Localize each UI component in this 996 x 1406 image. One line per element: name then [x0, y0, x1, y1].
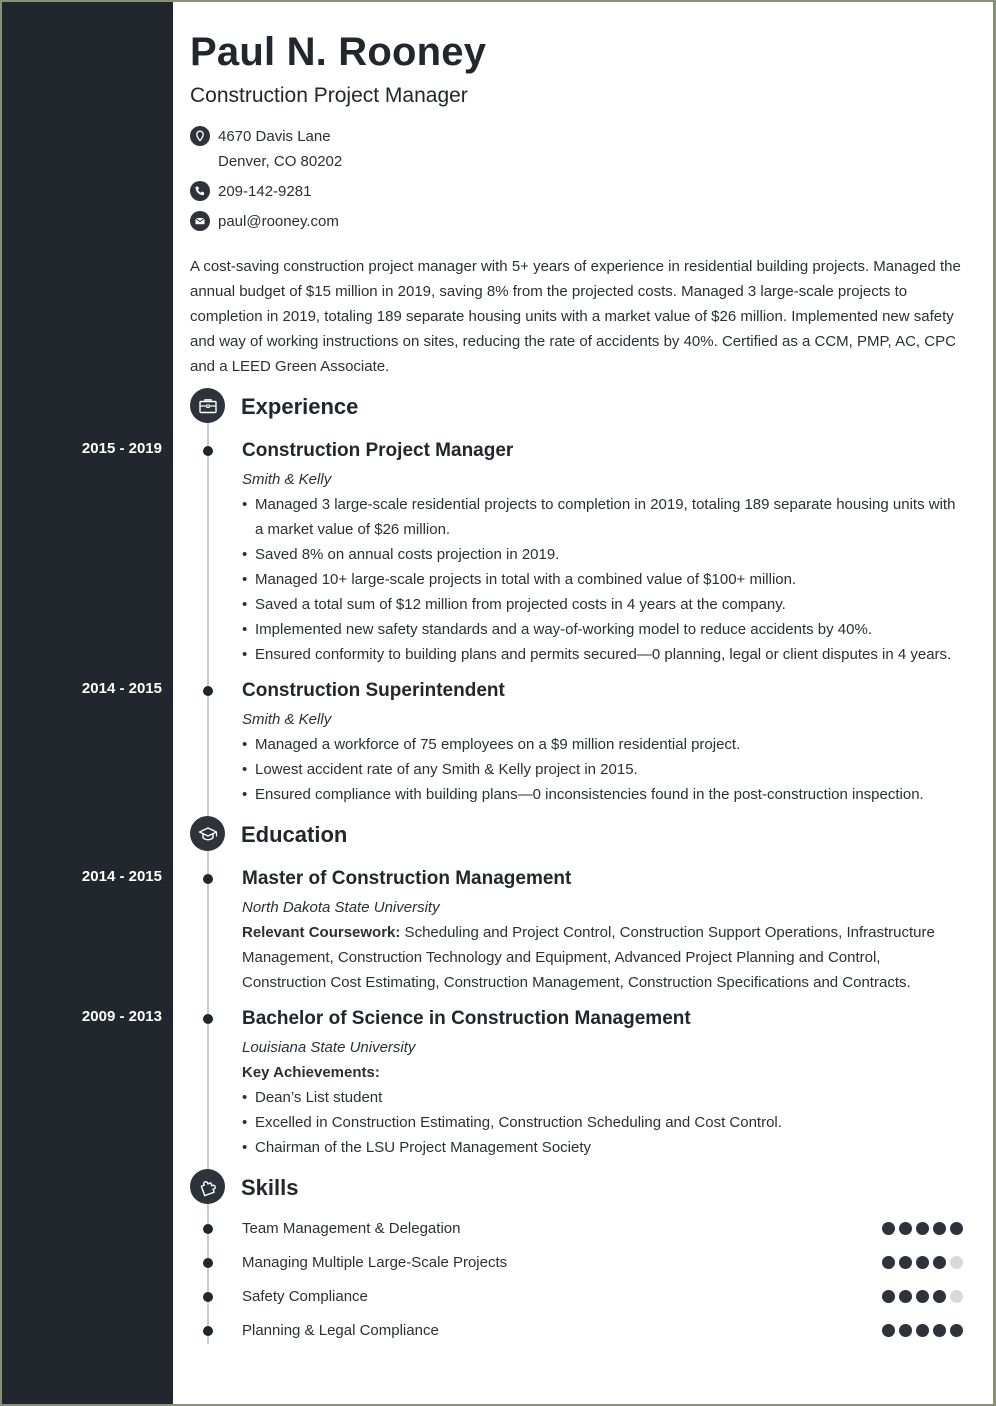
skill-4-name: Planning & Legal Compliance — [242, 1322, 439, 1339]
list-item: • Implemented new safety standards and a way-of-working model to reduce accidents by 40%. — [242, 617, 967, 642]
job-1-dates: 2015 - 2019 — [81, 440, 162, 457]
email-address[interactable]: paul@rooney.com — [218, 213, 339, 230]
list-item: • Managed a workforce of 75 employees on a $9 million residential project. — [242, 732, 967, 757]
list-item: • Ensured compliance with building plans—0 inconsistencies found in the post-construction inspection. — [242, 782, 967, 807]
education-heading: Education — [241, 822, 348, 847]
list-item: • Managed 10+ large-scale projects in total with a combined value of $100+ million. — [242, 567, 967, 592]
edu-1-degree: Master of Construction Management — [242, 868, 572, 889]
list-item: • Managed 3 large-scale residential projects to completion in 2019, totaling 189 separate housing units with a market value of $26 million. — [242, 492, 967, 542]
edu-1-dates: 2014 - 2015 — [81, 868, 162, 885]
address-line-2: Denver, CO 80202 — [218, 153, 343, 170]
skill-3-name: Safety Compliance — [242, 1288, 368, 1305]
edu-2-school: Louisiana State University — [242, 1039, 416, 1056]
list-item: • Chairman of the LSU Project Management Society — [242, 1135, 967, 1160]
job-1-title: Construction Project Manager — [242, 440, 514, 461]
phone-number[interactable]: 209-142-9281 — [218, 183, 312, 200]
candidate-name: Paul N. Rooney — [190, 30, 487, 74]
skill-2-name: Managing Multiple Large-Scale Projects — [242, 1254, 508, 1271]
list-item: • Ensured conformity to building plans and permits secured—0 planning, legal or client disputes in 4 years. — [242, 642, 967, 667]
edu-2-dates: 2009 - 2013 — [81, 1008, 162, 1025]
job-2-company: Smith & Kelly — [242, 711, 332, 728]
job-1-company: Smith & Kelly — [242, 471, 332, 488]
profile-summary: A cost-saving construction project manager with 5+ years of experience in residential building projects. Managed the annual budget of $15 million in 2019, saving 8% from the projected costs. Managed 3 large-scale projects to completion in 2019, totaling 189 separate housing units with a market value of $26 million. Implemented new safety and way of working instructions on sites, reducing the rate of accidents by 40%. Certified as a CCM, PMP, AC, CPC and a LEED Green Associate. — [190, 258, 961, 375]
skill-1-name: Team Management & Delegation — [242, 1220, 461, 1237]
candidate-title: Construction Project Manager — [190, 84, 468, 107]
skills-heading: Skills — [241, 1175, 299, 1200]
list-item: • Lowest accident rate of any Smith & Kelly project in 2015. — [242, 757, 967, 782]
job-2-title: Construction Superintendent — [242, 680, 505, 701]
list-item: • Excelled in Construction Estimating, Construction Scheduling and Cost Control. — [242, 1110, 967, 1135]
edu-2-achievements-label: Key Achievements: — [242, 1064, 380, 1081]
address-line-1: 4670 Davis Lane — [218, 128, 331, 145]
edu-1-school: North Dakota State University — [242, 899, 440, 916]
list-item: • Dean’s List student — [242, 1085, 967, 1110]
edu-2-degree: Bachelor of Science in Construction Management — [242, 1008, 691, 1029]
list-item: • Saved 8% on annual costs projection in 2019. — [242, 542, 967, 567]
job-2-dates: 2014 - 2015 — [81, 680, 162, 697]
coursework-label: Relevant Coursework: — [242, 924, 401, 941]
experience-heading: Experience — [241, 394, 359, 419]
coursework-text: Scheduling and Project Control, Construction Support Operations, Infrastructure Management, Construction Technology and Equipment, Advanced Project Planning and Control, Construction Cost Estimating, Construction Management, Construction Specifications and Contracts. — [242, 924, 935, 991]
list-item: • Saved a total sum of $12 million from projected costs in 4 years at the company. — [242, 592, 967, 617]
